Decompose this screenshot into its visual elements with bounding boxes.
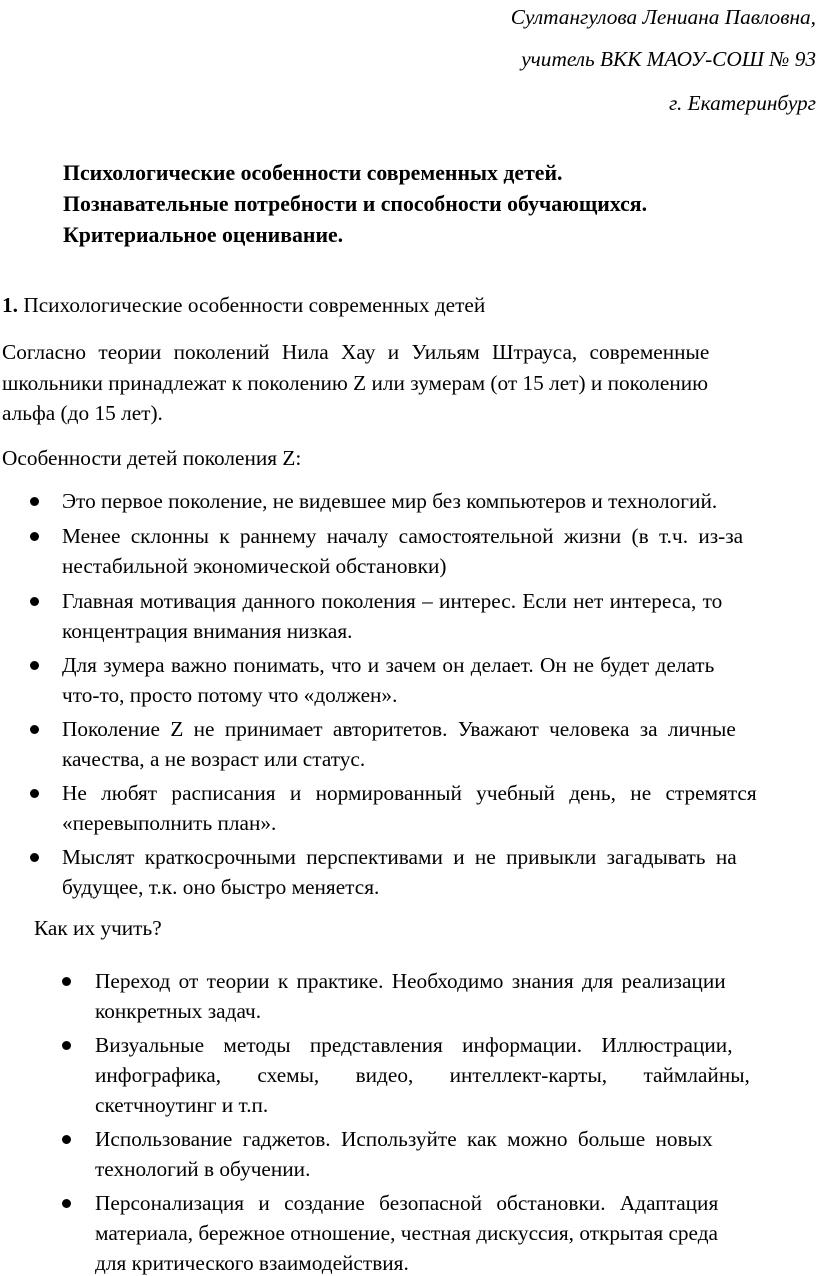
z-feature-3-line-1: Главная мотивация данного поколения – интерес. Если нет интереса, то (62, 589, 723, 613)
teach-4-line-2: материала, бережное отношение, честная дискуссия, открытая среда (95, 1221, 719, 1245)
z-feature-4-line-1: Для зумера важно понимать, что и зачем он делает. Он не будет делать (62, 653, 715, 677)
z-feature-2-line-1: Менее склонны к раннему началу самостоятельной жизни (в т.ч. из-за (62, 524, 744, 548)
bullet-dot (30, 853, 39, 862)
bullet-dot (62, 977, 71, 986)
intro-line-2: школьники принадлежат к поколению Z или зумерам (от 15 лет) и поколению (2, 371, 709, 395)
z-feature-5-line-2: качества, а не возраст или статус. (62, 747, 366, 771)
bullet-dot (30, 597, 39, 606)
intro-line-1 (2, 339, 814, 365)
bullet-dot (62, 1041, 71, 1050)
section-number: 1. (2, 293, 18, 317)
section-title: Психологические особенности современных детей (23, 293, 486, 317)
teach-2-line-1: Визуальные методы представления информации. Иллюстрации, (95, 1033, 733, 1057)
teach-3-line-1: Использование гаджетов. Используйте как можно больше новых (95, 1127, 713, 1151)
z-feature-2-line-2: нестабильной экономической обстановки) (62, 554, 447, 578)
section-heading (2, 292, 485, 318)
teach-2-line-2: инфографика, схемы, видео, интеллект-карты, таймлайны, (95, 1063, 750, 1087)
z-feature-7-line-2: будущее, т.к. оно быстро меняется. (62, 875, 380, 899)
title-line-2: Познавательные потребности и способности обучающихся. (63, 192, 648, 216)
bullet-dot (62, 1199, 71, 1208)
author-city: г. Екатеринбург (668, 91, 816, 115)
z-feature-5-line-1: Поколение Z не принимает авторитетов. Уважают человека за личные (62, 717, 736, 741)
teach-2-line-3: скетчноутинг и т.п. (95, 1093, 269, 1117)
z-feature-4-line-2: что-то, просто потому что «должен». (62, 683, 398, 707)
author-name: Султангулова Лениана Павловна, (510, 5, 816, 29)
bullet-dot (30, 789, 39, 798)
how-to-teach-heading: Как их учить? (34, 916, 162, 940)
teach-1-line-2: конкретных задач. (95, 999, 262, 1023)
bullet-dot (30, 532, 39, 541)
title-line-1: Психологические особенности современных детей. (63, 161, 563, 185)
title-line-3: Критериальное оценивание. (63, 223, 344, 247)
bullet-dot (30, 661, 39, 670)
z-feature-1-line-1: Это первое поколение, не видевшее мир без компьютеров и технологий. (62, 489, 718, 513)
bullet-dot (30, 725, 39, 734)
z-feature-3-line-2: концентрация внимания низкая. (62, 619, 353, 643)
bullet-dot (62, 1135, 71, 1144)
z-feature-6-line-1: Не любят расписания и нормированный учебный день, не стремятся (62, 781, 757, 805)
intro-line-3: альфа (до 15 лет). (2, 401, 163, 425)
bullet-dot (30, 497, 39, 506)
teach-3-line-2: технологий в обучении. (95, 1157, 311, 1181)
z-feature-7-line-1: Мыслят краткосрочными перспективами и не привыкли загадывать на (62, 845, 737, 869)
z-feature-6-line-2: «перевыполнить план». (62, 811, 277, 835)
teach-4-line-1: Персонализация и создание безопасной обстановки. Адаптация (95, 1191, 719, 1215)
intro-text-1: Согласно теории поколений Нила Хау и Уильям Штрауса, современные (2, 340, 710, 364)
teach-1-line-1: Переход от теории к практике. Необходимо знания для реализации (95, 969, 726, 993)
teach-4-line-3: для критического взаимодействия. (95, 1251, 409, 1275)
author-position: учитель ВКК МАОУ-СОШ № 93 (521, 47, 816, 71)
z-features-heading: Особенности детей поколения Z: (2, 446, 302, 470)
